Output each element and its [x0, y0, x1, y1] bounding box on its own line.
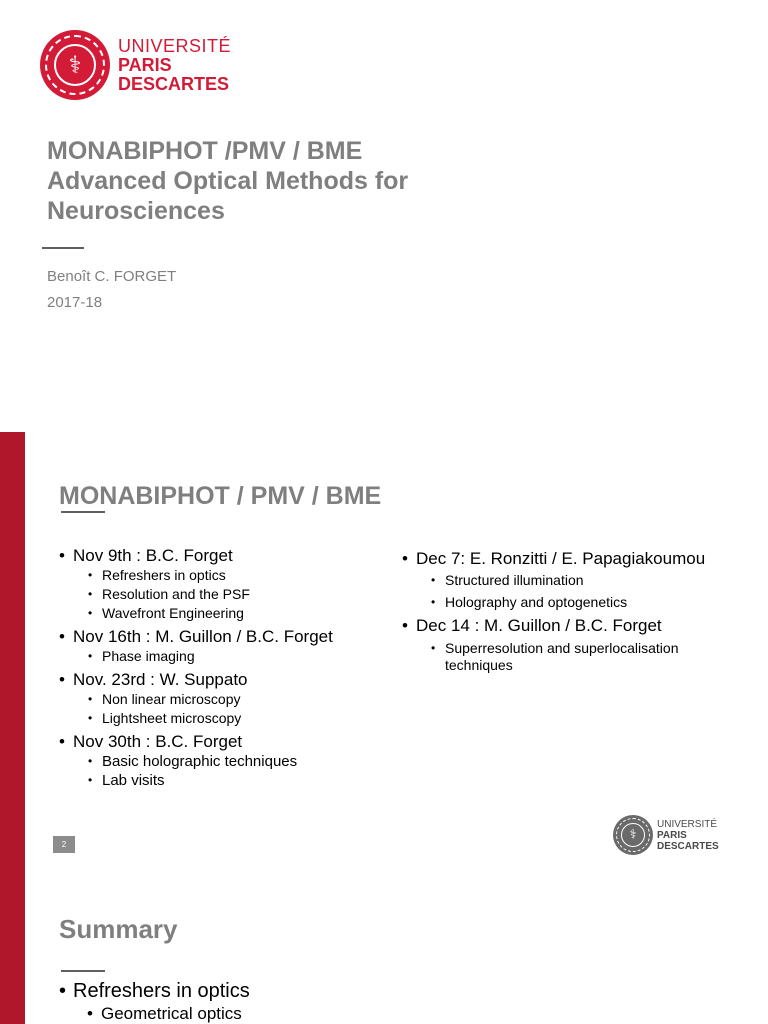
logo-line-3: DESCARTES [657, 840, 719, 852]
title-line: Advanced Optical Methods for [47, 167, 409, 195]
page-number: 2 [53, 836, 75, 853]
schedule-slide [0, 432, 768, 864]
topic-item: • Holography and optogenetics [431, 593, 752, 612]
title-divider [42, 247, 84, 249]
accent-bar [0, 432, 25, 864]
university-logo-small [613, 815, 719, 855]
title-line: MONABIPHOT /PMV / BME [47, 137, 363, 165]
topic-item: • Non linear microscopy [88, 690, 399, 709]
list-item [402, 549, 752, 612]
session-label: • Nov. 23rd : W. Suppato [59, 670, 399, 690]
logo-line-3: DESCARTES [118, 73, 230, 94]
topic-item: • Superresolution and superlocalisation techniques [431, 640, 712, 674]
title-slide [0, 0, 768, 432]
list-item [59, 546, 399, 623]
session-label: • Nov 9th : B.C. Forget [59, 546, 399, 566]
slide-title: Summary [59, 914, 178, 944]
year: 2017-18 [47, 294, 103, 311]
logo-text [657, 819, 719, 852]
list-item [59, 732, 399, 790]
list-item [59, 670, 399, 728]
slide-title [47, 136, 507, 226]
title-line: Neurosciences [47, 197, 225, 225]
list-item [402, 616, 752, 674]
slide-title: MONABIPHOT / PMV / BME [59, 482, 382, 510]
schedule-left-column [59, 546, 399, 794]
title-divider [61, 970, 105, 972]
topic-item: • Structured illumination [431, 571, 752, 590]
summary-item: • Refreshers in optics [59, 979, 250, 1003]
list-item [59, 627, 399, 666]
summary-subitem: • Geometrical optics [59, 1003, 250, 1024]
summary-list [59, 979, 250, 1024]
logo-line-2: PARIS [657, 829, 687, 841]
logo-line-2: PARIS [118, 54, 172, 75]
topic-item: • Lab visits [88, 771, 399, 790]
summary-slide [0, 864, 768, 1024]
university-logo [40, 30, 231, 100]
topic-item: • Phase imaging [88, 647, 399, 666]
topic-item: • Resolution and the PSF [88, 585, 399, 604]
university-seal-icon: ⚕ [40, 30, 110, 100]
title-divider [61, 511, 105, 513]
topic-item: • Refreshers in optics [88, 566, 399, 585]
session-label: • Nov 30th : B.C. Forget [59, 732, 399, 752]
logo-line-1: UNIVERSITÉ [118, 35, 232, 56]
topic-item: • Lightsheet microscopy [88, 709, 399, 728]
session-label: • Nov 16th : M. Guillon / B.C. Forget [59, 627, 399, 647]
session-label: • Dec 14 : M. Guillon / B.C. Forget [402, 616, 752, 636]
topic-item: • Basic holographic techniques [88, 752, 399, 771]
author: Benoît C. FORGET [47, 268, 177, 285]
university-seal-icon: ⚕ [613, 815, 653, 855]
logo-line-1: UNIVERSITÉ [657, 818, 718, 830]
accent-bar [0, 864, 25, 1024]
session-label: • Dec 7: E. Ronzitti / E. Papagiakoumou [402, 549, 752, 569]
schedule-right-column [402, 549, 752, 678]
logo-text [118, 37, 231, 94]
topic-item: • Wavefront Engineering [88, 604, 399, 623]
